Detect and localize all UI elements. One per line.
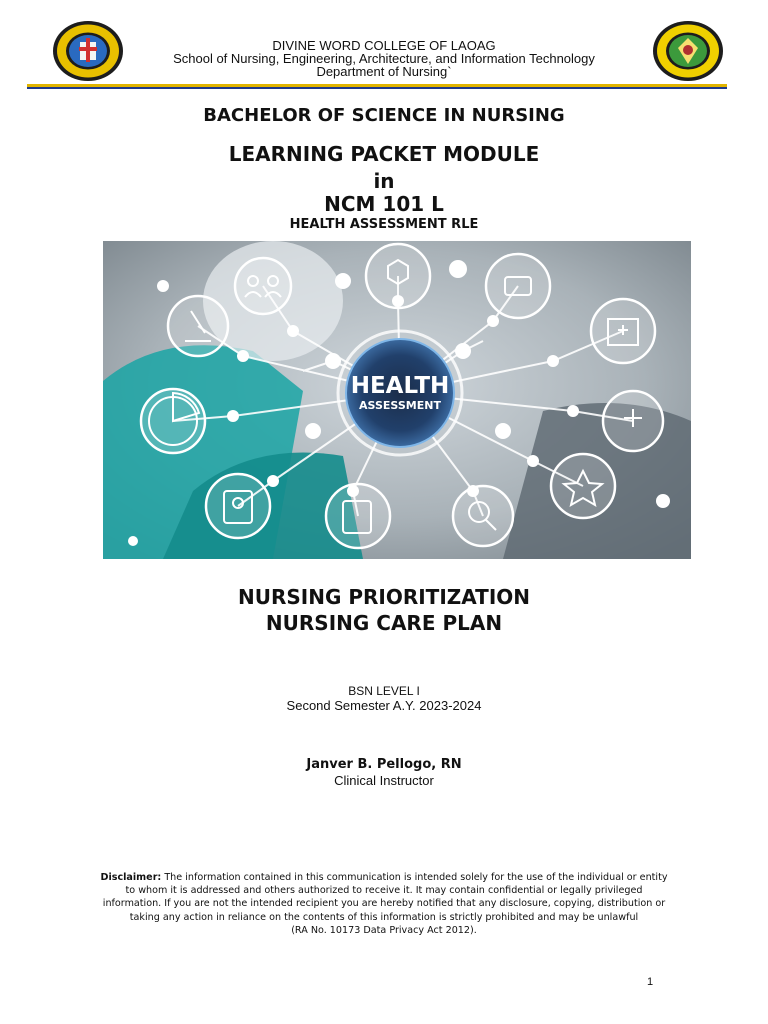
banner-illustration — [103, 241, 691, 559]
author-role: Clinical Instructor — [334, 773, 434, 788]
award-badge-icon — [551, 454, 615, 518]
semester-text: Second Semester A.Y. 2023-2024 — [286, 698, 482, 713]
disclaimer-text: The information contained in this communication is intended solely for the use of the individual or entity to whom it is addressed and others authorized to receive it. It may contain confidential or legally privileged information. If you are not the intended recipient you are hereby notified that any disclosure, copying, distribution or taking any action in reliance on the contents of this information is strictly prohibited and may be unlawful — [102, 872, 668, 923]
program-title: BACHELOR OF SCIENCE IN NURSING — [203, 105, 565, 126]
banner-assessment-text: ASSESSMENT — [359, 399, 441, 412]
school-name: School of Nursing, Engineering, Architecture, and Information Technology — [173, 51, 595, 66]
health-assessment-banner — [103, 241, 691, 559]
banner-health-text: HEALTH — [350, 373, 450, 399]
level-text: BSN LEVEL I — [348, 684, 420, 698]
medicine-icon — [486, 254, 550, 318]
course-subtitle: HEALTH ASSESSMENT RLE — [289, 217, 479, 232]
molecule-icon — [366, 244, 430, 308]
people-network-icon — [235, 258, 291, 314]
disclaimer-law: (RA No. 10173 Data Privacy Act 2012). — [291, 924, 477, 936]
course-code: NCM 101 L — [324, 192, 444, 216]
module-in: in — [373, 169, 395, 193]
clipboard-stethoscope-icon — [326, 484, 390, 548]
search-magnifier-icon — [453, 486, 513, 546]
topic-title-line1: NURSING PRIORITIZATION — [237, 585, 531, 609]
disclaimer-label: Disclaimer: — [100, 872, 162, 883]
disclaimer — [100, 871, 668, 937]
author-name: Janver B. Pellogo, RN — [306, 757, 462, 772]
college-name: DIVINE WORD COLLEGE OF LAOAG — [272, 38, 496, 53]
department-name: Department of Nursing` — [316, 64, 452, 79]
microscope-icon — [168, 296, 228, 356]
header-rule-blue — [27, 87, 727, 89]
topic-title-line2: NURSING CARE PLAN — [265, 611, 503, 635]
medical-record-icon — [206, 474, 270, 538]
page-number: 1 — [647, 976, 654, 988]
module-title: LEARNING PACKET MODULE — [228, 142, 540, 166]
